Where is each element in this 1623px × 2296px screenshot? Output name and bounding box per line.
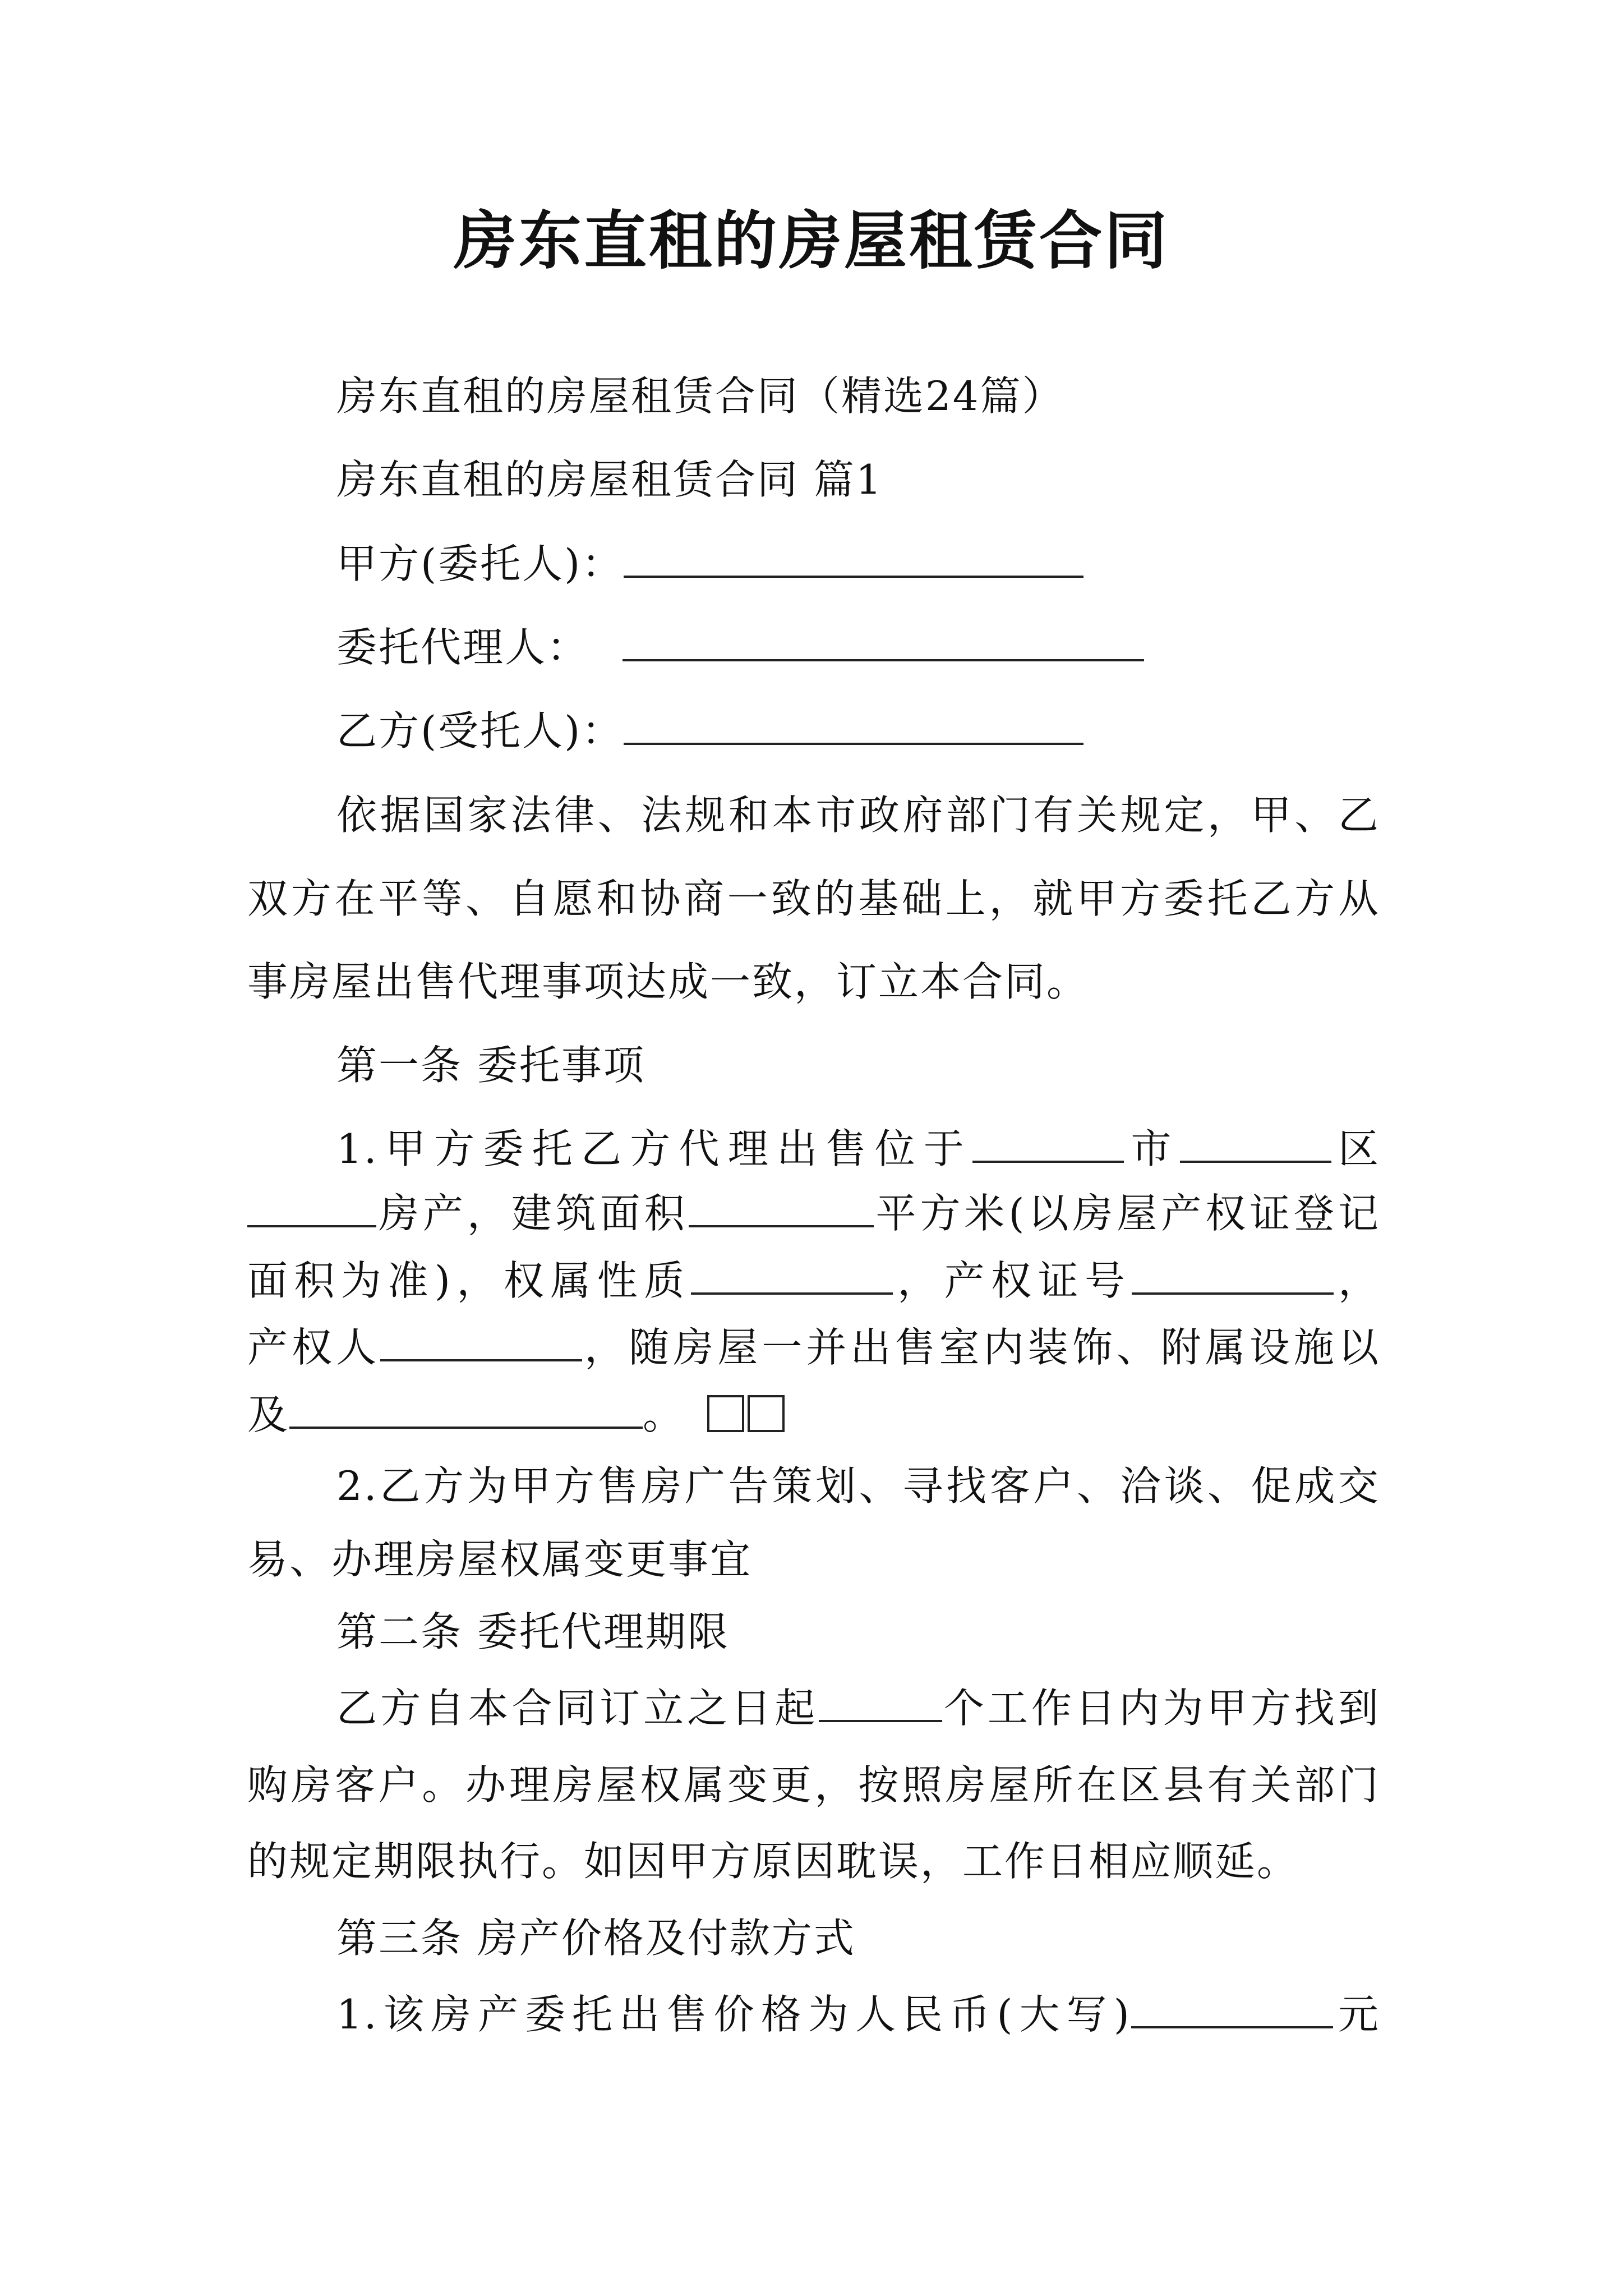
text-span: 平方米(以房屋产权证登记: [873, 1190, 1380, 1237]
article2-line: 的规定期限执行。如因甲方原因耽误，工作日相应顺延。: [247, 1838, 1299, 1885]
text-span: ，产权证号: [892, 1257, 1132, 1304]
ownership-blank: [691, 1258, 893, 1295]
district-blank: [1180, 1126, 1331, 1163]
address-blank: [247, 1190, 376, 1227]
price-blank: [1131, 1991, 1333, 2028]
article2-line: 购房客户。办理房屋权属变更，按照房屋所在区县有关部门: [247, 1761, 1380, 1809]
document-subtitle: 房东直租的房屋租赁合同（精选24篇）: [336, 372, 1064, 420]
intro-line: 事房屋出售代理事项达成一致，订立本合同。: [247, 958, 1089, 1005]
article1-p2-line: 易、办理房屋权属变更事宜: [247, 1536, 753, 1583]
text-span: ，: [1333, 1257, 1380, 1304]
article1-p1-line: [247, 1319, 1380, 1375]
text-span: 。: [643, 1391, 685, 1438]
article2-title: 第二条 委托代理期限: [336, 1608, 730, 1655]
text-span: 1.甲方委托乙方代理出售位于: [336, 1125, 973, 1172]
article1-title: 第一条 委托事项: [336, 1042, 645, 1089]
article1-p1-line: [247, 1253, 1380, 1309]
intro-line: 依据国家法律、法规和本市政府部门有关规定，甲、乙: [336, 792, 1380, 839]
text-span: 房产，建筑面积: [376, 1190, 689, 1237]
article1-p1-line: [247, 1185, 1380, 1241]
certificate-blank: [1132, 1258, 1334, 1295]
text-span: 市: [1124, 1125, 1180, 1172]
placeholder-box: [707, 1395, 744, 1432]
agent-blank: [623, 624, 1144, 661]
agent-label: 委托代理人：: [336, 624, 589, 671]
text-span: 乙方自本合同订立之日起: [336, 1685, 819, 1732]
document-title: 房东直租的房屋租赁合同: [454, 204, 1169, 278]
text-span: 1.该房产委托出售价格为人民币(大写): [336, 1991, 1131, 2038]
intro-line: 双方在平等、自愿和协商一致的基础上，就甲方委托乙方从: [247, 875, 1380, 922]
text-span: 面积为准)，权属性质: [247, 1257, 691, 1304]
article1-p1-line: [336, 1121, 1380, 1177]
section-heading: 房东直租的房屋租赁合同 篇1: [336, 456, 883, 503]
article1-p1-line: [247, 1387, 1380, 1443]
party-a-row: [336, 536, 1380, 592]
text-span: 元: [1332, 1991, 1380, 2038]
party-b-blank: [624, 708, 1083, 745]
article1-p2-line: 2.乙方为甲方售房广告策划、寻找客户、洽谈、促成交: [336, 1462, 1380, 1510]
owner-blank: [380, 1324, 582, 1361]
fixtures-blank: [289, 1392, 643, 1429]
area-blank: [689, 1190, 874, 1227]
text-span: 个工作日内为甲方找到: [942, 1685, 1380, 1732]
party-b-label: 乙方(受托人)：: [336, 707, 624, 754]
city-blank: [972, 1126, 1124, 1163]
party-a-label: 甲方(委托人)：: [336, 540, 624, 587]
article3-line: [336, 1986, 1380, 2042]
text-span: 产权人: [247, 1324, 381, 1371]
text-span: ，随房屋一并出售室内装饰、附属设施以: [582, 1324, 1380, 1371]
text-span: 区: [1331, 1125, 1380, 1172]
agent-row: [336, 619, 1380, 675]
placeholder-box: [748, 1395, 785, 1432]
party-b-row: [336, 703, 1380, 759]
text-span: 及: [247, 1391, 290, 1438]
placeholder-boxes: [707, 1387, 788, 1443]
party-a-blank: [624, 541, 1083, 578]
days-blank: [819, 1685, 942, 1722]
article2-line: [336, 1680, 1380, 1736]
article3-title: 第三条 房产价格及付款方式: [336, 1915, 856, 1962]
